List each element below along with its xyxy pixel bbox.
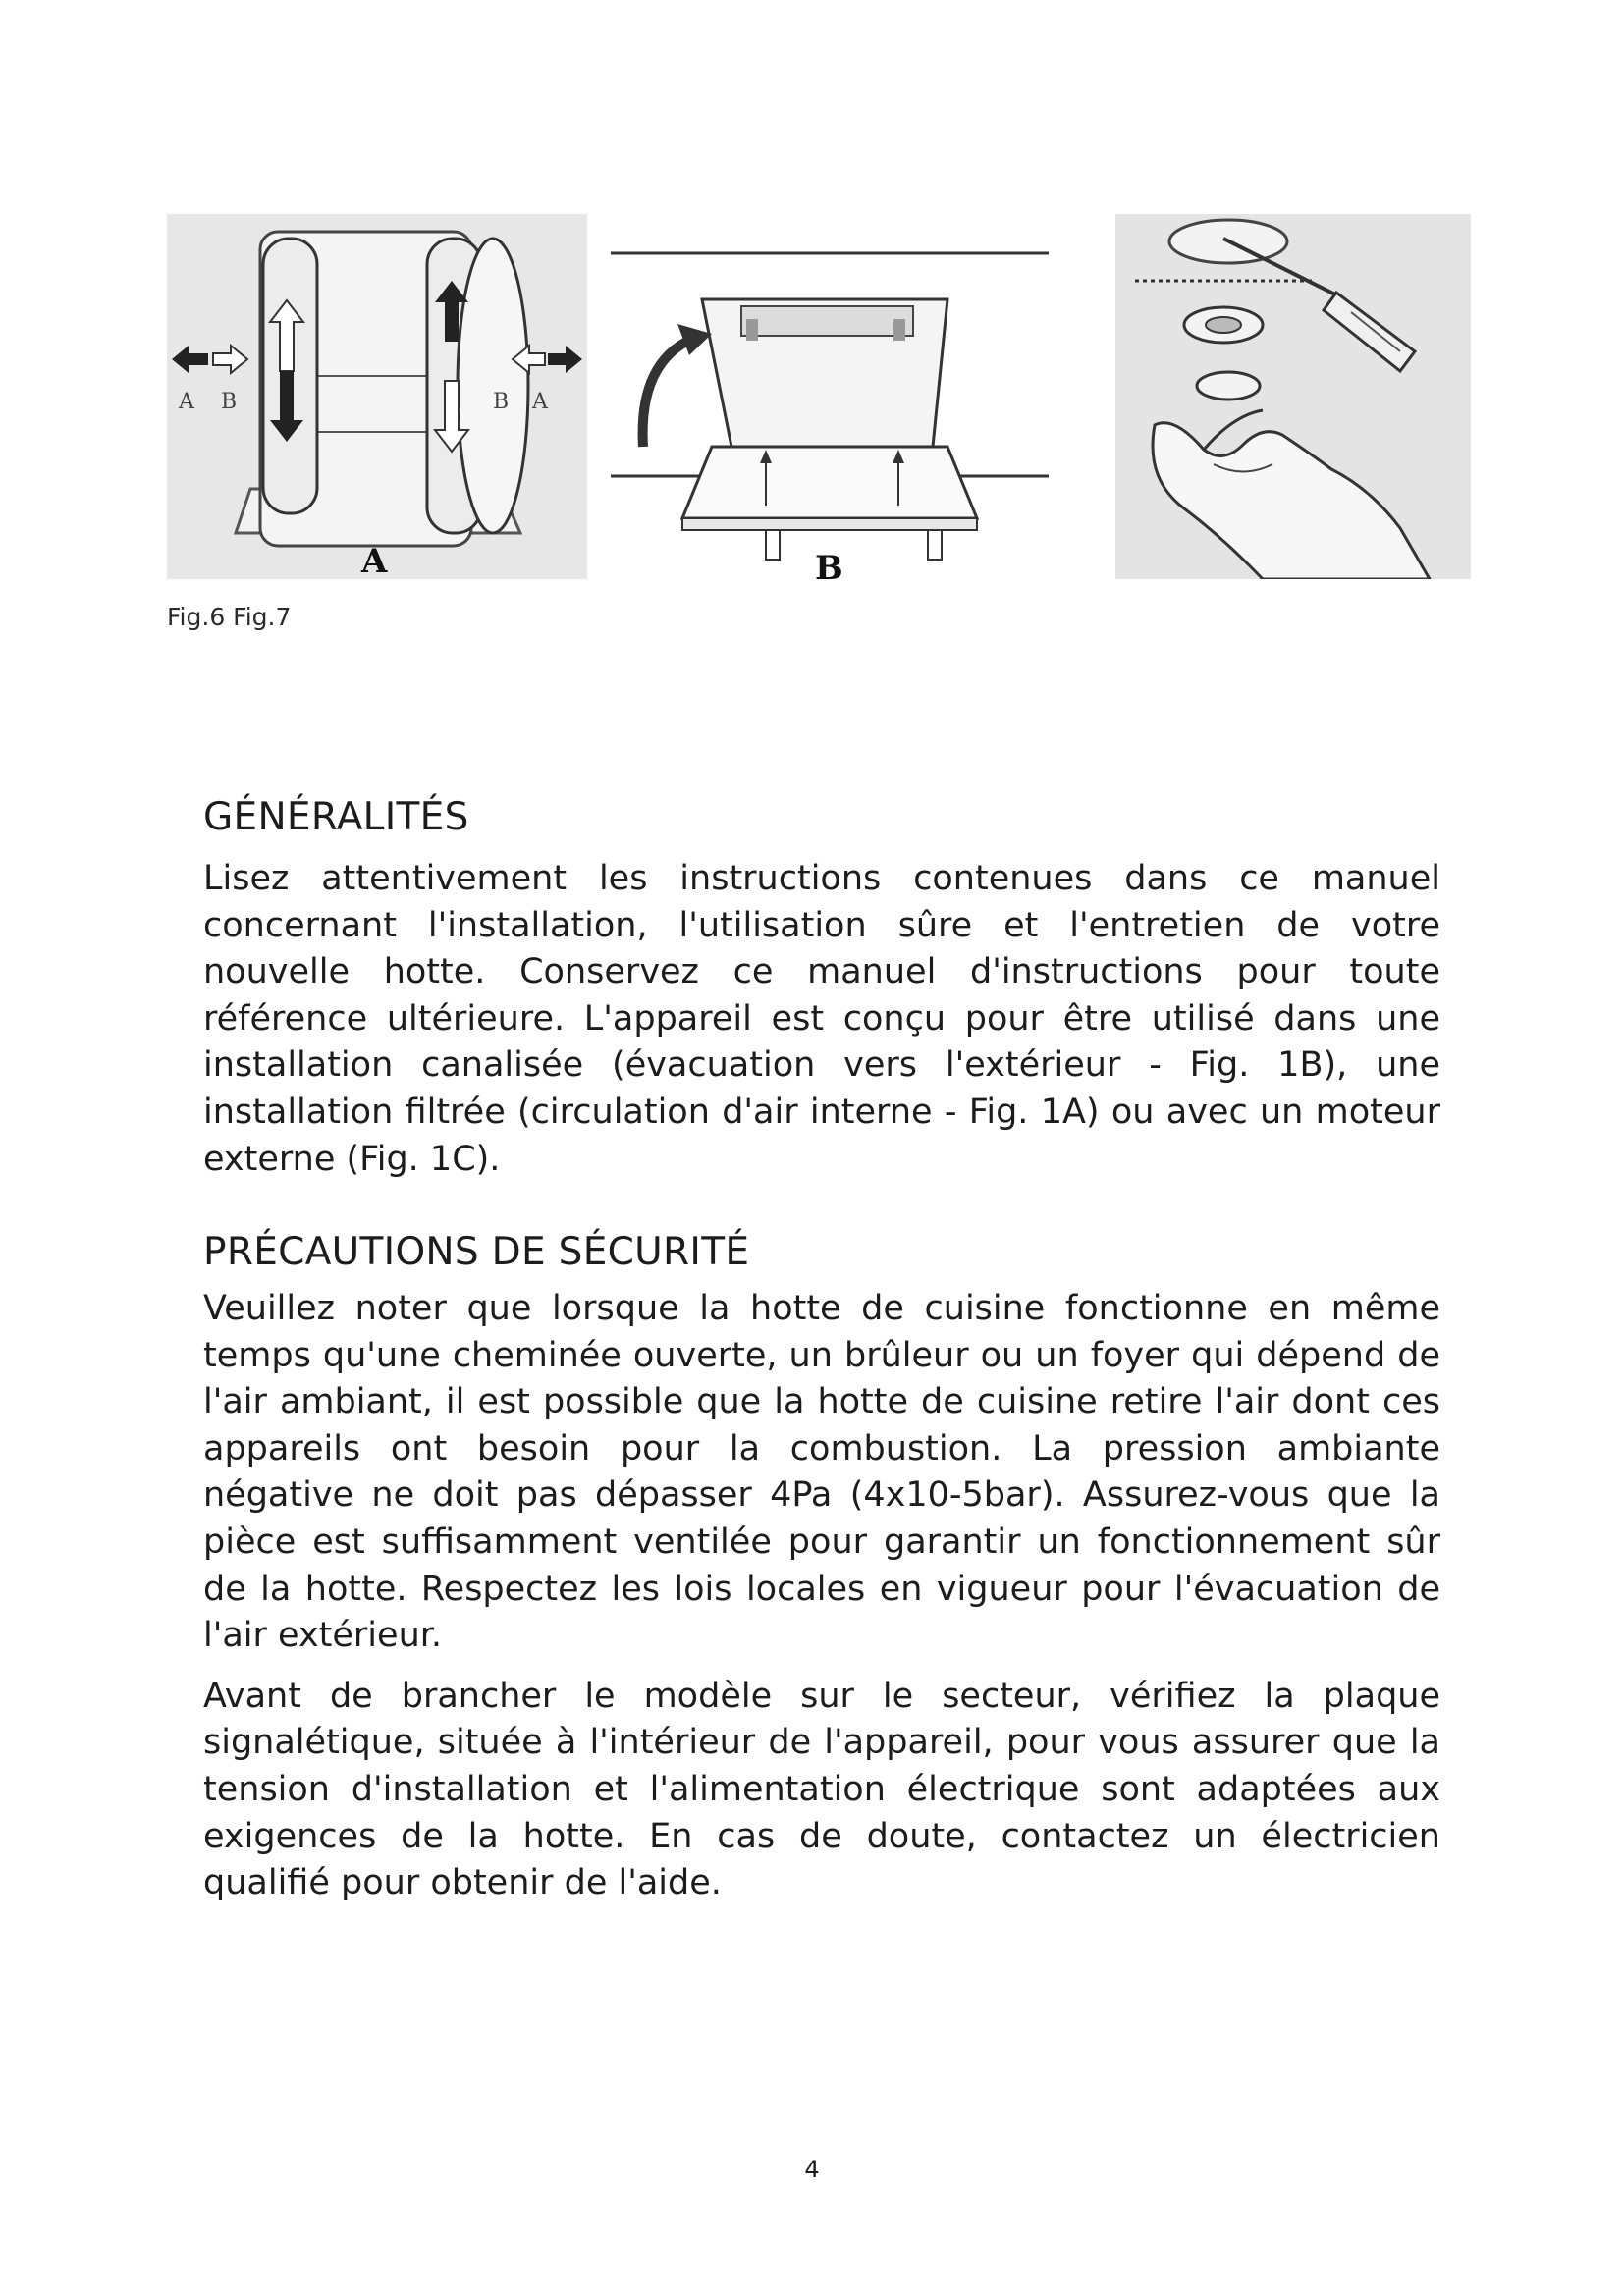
motor-illustration [167, 214, 587, 579]
arrow-letter-a-right: A [532, 390, 548, 414]
section-general [203, 795, 1480, 1183]
arrow-letter-b-left: B [221, 390, 238, 414]
arrow-letter-b-right: B [493, 390, 510, 414]
figure-label-b: B [815, 549, 843, 584]
figure-6b-hood-panel [609, 245, 1051, 584]
page-number: 4 [804, 2156, 820, 2183]
figure-caption: Fig.6 Fig.7 [167, 603, 292, 631]
arrow-letter-a-left: A [179, 390, 194, 414]
section-safety-precautions [203, 1230, 1480, 1907]
hood-panel-illustration [609, 245, 1051, 584]
section-heading: PRÉCAUTIONS DE SÉCURITÉ [203, 1230, 750, 1274]
section-heading: GÉNÉRALITÉS [203, 795, 469, 839]
section-paragraph: Lisez attentivement les instructions contenues dans ce manuel concernant l'installation, l'utilisation sûre et l'entretien de votre nouvelle hotte. Conservez ce manuel d'instructions pour toute référence ultérieure. L'appareil est conçu pour être utilisé dans une installation canalisée (évacuation vers l'extérieur - Fig. 1B), une installation filtrée (circulation d'air interne - Fig. 1A) ou avec un moteur externe (Fig. 1C). [203, 859, 1440, 1179]
figure-label-a: A [361, 542, 388, 579]
section-paragraph: Avant de brancher le modèle sur le secteur, vérifiez la plaque signalétique, située à l'intérieur de l'appareil, pour vous assurer que la tension d'installation et l'alimentation électrique sont adaptées aux exigences de la hotte. En cas de doute, contactez un électricien qualifié pour obtenir de l'aide. [203, 1676, 1440, 1903]
section-paragraph: Veuillez noter que lorsque la hotte de cuisine fonctionne en même temps qu'une cheminée ouverte, un brûleur ou un foyer qui dépend de l'air ambiant, il est possible que la hotte de cuisine retire l'air dont ces appareils ont besoin pour la combustion. La pression ambiante négative ne doit pas dépasser 4Pa (4x10-5bar). Assurez-vous que la pièce est suffisamment ventilée pour garantir un fonctionnement sûr de la hotte. Respectez les lois locales en vigueur pour l'évacuation de l'air extérieur. [203, 1289, 1440, 1656]
filter-removal-illustration [1115, 214, 1471, 579]
figure-6a-motor-rotation [167, 214, 587, 579]
figure-7-filter-removal [1115, 214, 1471, 579]
